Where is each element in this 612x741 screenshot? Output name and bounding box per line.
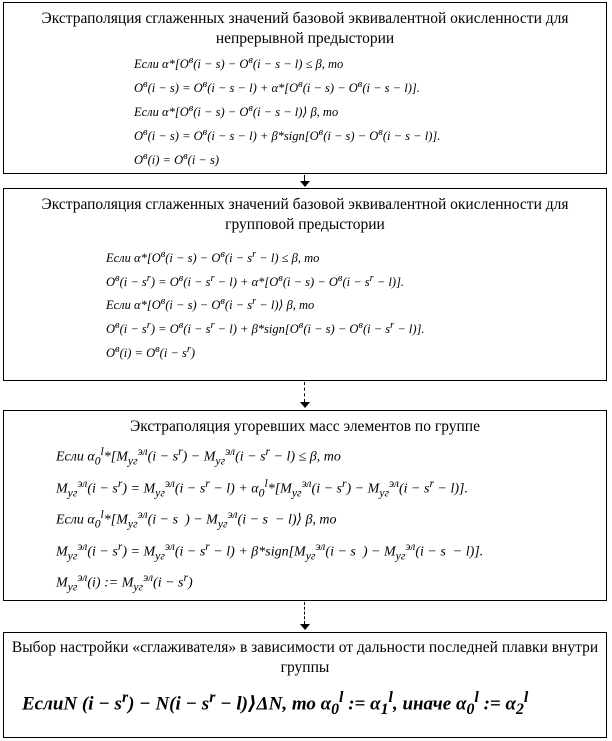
block-burnt-masses: [3, 410, 607, 601]
formula-line: $M_{уг}^{эл}(i - s^r) = M_{уг}^{эл}(i - s^r - l) + \alpha_0^l*[M_{уг}^{эл}(i - s^r) - M_{уг}^{эл}(i - s^r - l)]$.: [56, 477, 468, 500]
formula-line: $O^в(i - s^r) = O^в(i - s^r - l) + \alpha*[O^в(i - s) - O^в(i - s^r - l)]$.: [106, 273, 405, 290]
formula-line: $O^в(i - s) = O^в(i - s - l)$ + $\beta*sign[O^в(i - s) - O^в(i - s - l)]$.: [134, 127, 441, 144]
formula-line: $O^в(i - s) = O^в(i - s - l) + \alpha*[O^в(i - s) - O^в(i - s - l)]$.: [134, 79, 420, 96]
block-title: Экстраполяция сглаженных значений базовой эквивалентной окисленности для непрерывной предыстории: [41, 10, 569, 47]
formula-line: Если $\alpha*[O^в(i - s) - O^в(i - s^r - l) \le \beta$, то: [106, 249, 320, 266]
block-title: Экстраполяция угоревших масс элементов по группе: [130, 418, 480, 435]
block-title: Выбор настройки «сглаживателя» в зависимости от дальности последней плавки внутри группы: [11, 639, 599, 676]
formula-line: ЕслиN $(i - s^r) - N(i - s^r$ − l)⟩ΔN, то $\alpha_0^l$ := $\alpha_1^l$, иначе $\alpha_0^l$ := $\alpha_2^l$: [22, 689, 529, 719]
formula-line: Если $\alpha_0^l*[M_{уг}^{эл}(i - s$ ) − $M_{уг}^{эл}(i - s$ − l)⟩ β, то: [56, 508, 337, 531]
block-smoother-selection: [3, 632, 607, 738]
formula-line: Если $\alpha_0^l*[M_{уг}^{эл}(i - s^r) - M_{уг}^{эл}(i - s^r - l) \le \beta$, то: [56, 445, 341, 468]
block-title: Экстраполяция сглаженных значений базовой эквивалентной окисленности для групповой предыстории: [41, 196, 569, 233]
arrow-down-icon: [300, 181, 310, 187]
arrow-down-icon: [300, 624, 310, 630]
formula-line: Если $\alpha*[O^в(i - s) - O^в(i - s^r$ − l)⟩ β, то: [106, 296, 315, 313]
formula-line: Если $\alpha*[O^в(i - s) - O^в(i - s$ − l)⟩ β, то: [134, 103, 339, 120]
block-continuous-history: [3, 2, 607, 174]
block-group-history: [3, 188, 607, 381]
formula-line: Если $\alpha*[O^в(i - s) - O^в(i - s - l) \le \beta$, то: [134, 55, 344, 72]
formula-line: $M_{уг}^{эл}(i - s^r) = M_{уг}^{эл}(i - s^r - l)$ + $\beta*sign[M_{уг}^{эл}(i - s$ ) − $M_{уг}^{эл}(i - s - l)$].: [56, 540, 484, 563]
formula-line: $O^в(i - s^r) = O^в(i - s^r - l)$ + $\beta*sign[O^в(i - s) - O^в(i - s^r - l)]$.: [106, 320, 425, 337]
connector-line: [304, 382, 305, 402]
formula-line: $O^в(i) = O^в(i - s)$: [134, 151, 220, 168]
formula-line: $M_{уг}^{эл}(i)$ := $M_{уг}^{эл}(i - s^r)$: [56, 571, 193, 594]
formula-line: $O^в(i) = O^в(i - s^r)$: [106, 344, 196, 361]
arrow-down-icon: [300, 402, 310, 408]
connector-line: [304, 602, 305, 624]
